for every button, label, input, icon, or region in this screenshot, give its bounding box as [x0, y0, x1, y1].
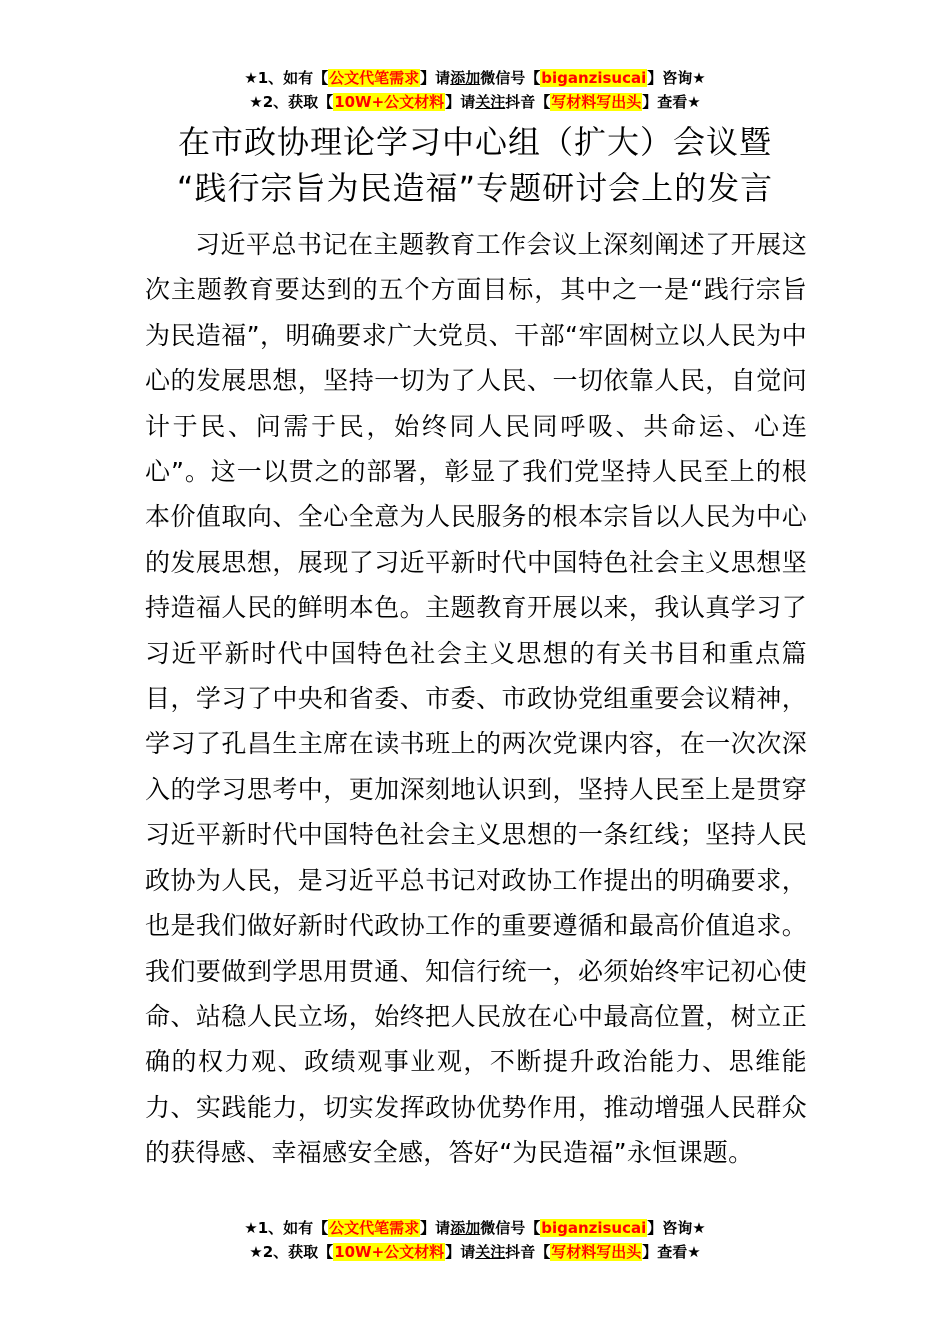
- promo-text: ★2、获取【: [249, 93, 334, 111]
- promo-text: 】请: [445, 1243, 476, 1261]
- promo-wechat-id: biganzisucai: [541, 1219, 647, 1237]
- promo-text: 】查看★: [642, 93, 701, 111]
- promo-text: ★2、获取【: [249, 1243, 334, 1261]
- document-title-line-2: “践行宗旨为民造福”专题研讨会上的发言: [176, 169, 774, 207]
- promo-highlight: 公文代笔需求: [329, 69, 420, 87]
- promo-wechat-id: biganzisucai: [541, 69, 647, 87]
- promo-text: 】请: [445, 93, 476, 111]
- promo-text: 】咨询★: [647, 69, 706, 87]
- promo-line-2: [0, 1240, 950, 1264]
- promo-text: 】查看★: [642, 1243, 701, 1261]
- promo-underlined: 关注: [475, 93, 506, 111]
- promo-douyin-id: 写材料写出头: [551, 1243, 642, 1261]
- promo-text: 微信号【: [480, 69, 541, 87]
- promo-line-1: [0, 66, 950, 90]
- promo-underlined: 添加: [450, 69, 481, 87]
- promo-text: 抖音【: [505, 1243, 551, 1261]
- promo-underlined: 关注: [475, 1243, 506, 1261]
- promo-text: 】请: [420, 69, 451, 87]
- promo-underlined: 添加: [450, 1219, 481, 1237]
- promo-text: 】请: [420, 1219, 451, 1237]
- promo-douyin-id: 写材料写出头: [551, 93, 642, 111]
- document-title-line-1: 在市政协理论学习中心组（扩大）会议暨: [177, 123, 772, 161]
- promo-text: ★1、如有【: [244, 69, 329, 87]
- promo-text: ★1、如有【: [244, 1219, 329, 1237]
- promo-text: 】咨询★: [647, 1219, 706, 1237]
- promo-text: 抖音【: [505, 93, 551, 111]
- promo-text: 微信号【: [480, 1219, 541, 1237]
- footer-promo-banner: [0, 1216, 950, 1264]
- promo-highlight: 10W+公文材料: [334, 93, 445, 111]
- promo-line-1: [0, 1216, 950, 1240]
- promo-highlight: 公文代笔需求: [329, 1219, 420, 1237]
- promo-line-2: [0, 90, 950, 114]
- header-promo-banner: [0, 66, 950, 114]
- promo-highlight: 10W+公文材料: [334, 1243, 445, 1261]
- body-paragraph: 习近平总书记在主题教育工作会议上深刻阐述了开展这次主题教育要达到的五个方面目标，其中之一是“践行宗旨为民造福”，明确要求广大党员、干部“牢固树立以人民为中心的发展思想，坚持一切为了人民、一切依靠人民，自觉问计于民、问需于民，始终同人民同呼吸、共命运、心连心”。这一以贯之的部署，彰显了我们党坚持人民至上的根本价值取向、全心全意为人民服务的根本宗旨以人民为中心的发展思想，展现了习近平新时代中国特色社会主义思想坚持造福人民的鲜明本色。主题教育开展以来，我认真学习了习近平新时代中国特色社会主义思想的有关书目和重点篇目，学习了中央和省委、市委、市政协党组重要会议精神，学习了孔昌生主席在读书班上的两次党课内容，在一次次深入的学习思考中，更加深刻地认识到，坚持人民至上是贯穿习近平新时代中国特色社会主义思想的一条红线；坚持人民政协为人民，是习近平总书记对政协工作提出的明确要求，也是我们做好新时代政协工作的重要遵循和最高价值追求。我们要做到学思用贯通、知信行统一，必须始终牢记初心使命、站稳人民立场，始终把人民放在心中最高位置，树立正确的权力观、政绩观事业观，不断提升政治能力、思维能力、实践能力，切实发挥政协优势作用，推动增强人民群众的获得感、幸福感安全感，答好“为民造福”永恒课题。: [145, 230, 807, 1168]
